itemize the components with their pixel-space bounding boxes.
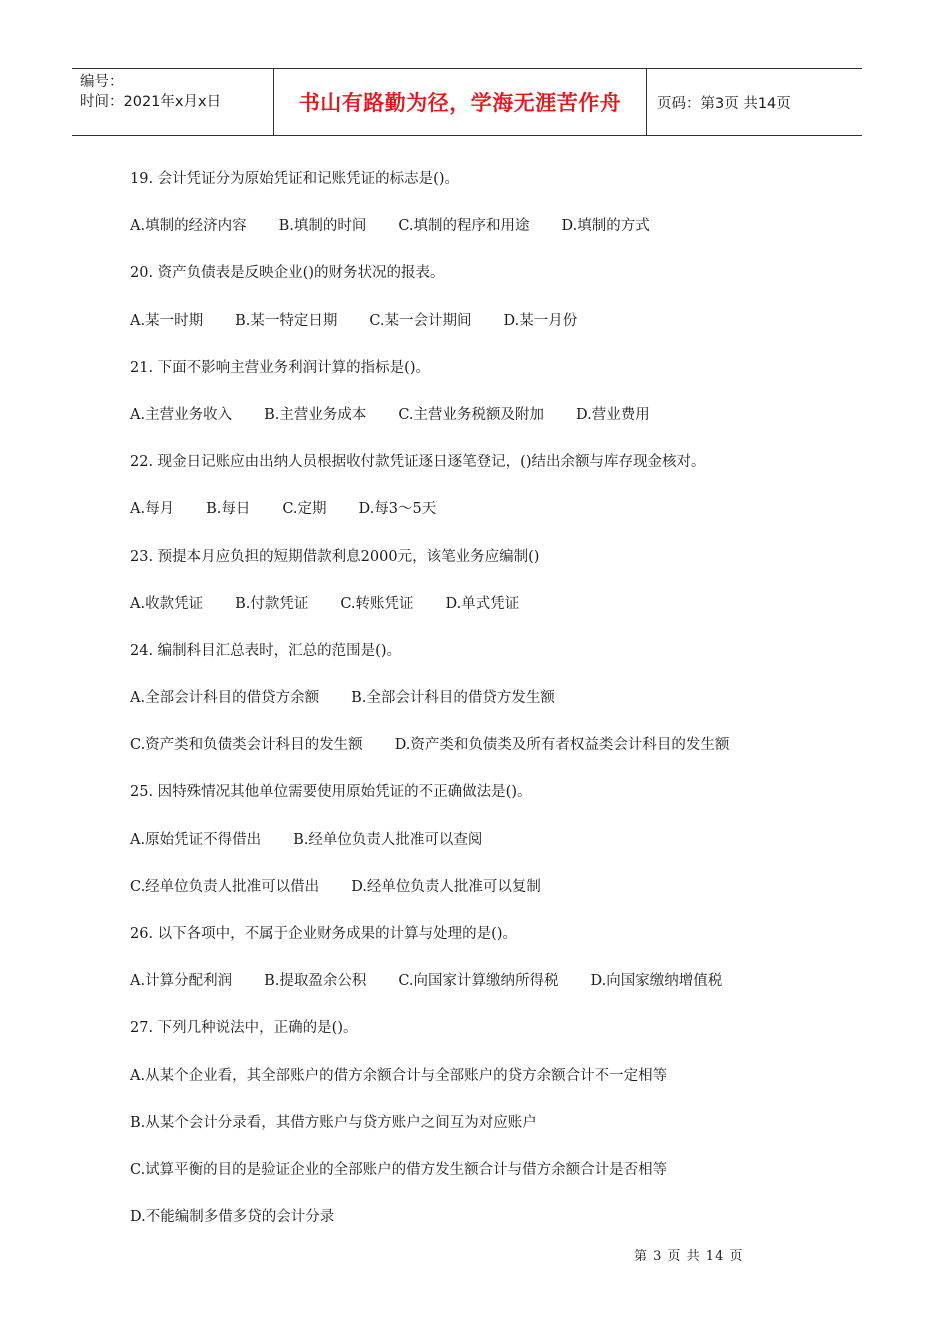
answer-options-line <box>130 400 850 447</box>
document-time-label: 时间：2021年x月x日 <box>80 94 222 110</box>
question-line <box>130 636 850 683</box>
question-text: 23. 预提本月应负担的短期借款利息2000元，该笔业务应编制() <box>130 548 540 565</box>
answer-option: B.提取盈余公积 <box>264 973 367 990</box>
answer-options-line <box>130 1061 850 1108</box>
answer-options-line <box>130 1202 850 1249</box>
answer-option: D.某一月份 <box>503 312 578 329</box>
answer-option: A.填制的经济内容 <box>130 218 247 235</box>
answer-option: A.收款凭证 <box>130 595 204 612</box>
answer-option: A.每月 <box>130 501 175 518</box>
answer-option: B.全部会计科目的借贷方发生额 <box>351 690 555 707</box>
answer-option: D.不能编制多借多贷的会计分录 <box>130 1209 335 1226</box>
answer-option: B.每日 <box>206 501 251 518</box>
header-motto-cell <box>273 69 647 135</box>
question-text: 25. 因特殊情况其他单位需要使用原始凭证的不正确做法是()。 <box>130 784 532 801</box>
page-header <box>72 68 862 136</box>
answer-option: D.资产类和负债类及所有者权益类会计科目的发生额 <box>394 737 730 754</box>
question-line <box>130 1013 850 1060</box>
answer-option: A.计算分配利润 <box>130 973 233 990</box>
answer-option: C.定期 <box>282 501 327 518</box>
answer-option: B.某一特定日期 <box>235 312 338 329</box>
answer-option: B.填制的时间 <box>278 218 367 235</box>
answer-options-line <box>130 494 850 541</box>
answer-option: A.某一时期 <box>130 312 204 329</box>
question-text: 19. 会计凭证分为原始凭证和记账凭证的标志是()。 <box>130 171 459 187</box>
document-number-label: 编号： <box>80 74 124 90</box>
question-line <box>130 542 850 589</box>
answer-option: D.向国家缴纳增值税 <box>590 973 723 990</box>
answer-option: A.全部会计科目的借贷方余额 <box>130 690 320 707</box>
answer-options-line <box>130 966 850 1013</box>
header-meta <box>72 69 273 135</box>
question-text: 21. 下面不影响主营业务利润计算的指标是()。 <box>130 359 430 376</box>
answer-options-line <box>130 683 850 730</box>
answer-option: A.原始凭证不得借出 <box>130 831 262 848</box>
answer-options-line <box>130 1155 850 1202</box>
answer-option: D.单式凭证 <box>445 595 520 612</box>
answer-options-line <box>130 872 850 919</box>
answer-option: C.填制的程序和用途 <box>398 218 530 235</box>
question-list <box>130 164 850 1249</box>
answer-options-line <box>130 730 850 777</box>
answer-option: A.主营业务收入 <box>130 406 233 423</box>
answer-option: D.营业费用 <box>576 406 650 423</box>
answer-options-line <box>130 1108 850 1155</box>
answer-option: B.付款凭证 <box>235 595 309 612</box>
question-text: 27. 下列几种说法中，正确的是()。 <box>130 1020 358 1037</box>
page-footer: 第 3 页 共 14 页 <box>634 1249 744 1264</box>
question-line <box>130 919 850 966</box>
answer-options-line <box>130 211 850 258</box>
answer-option: C.经单位负责人批准可以借出 <box>130 878 320 895</box>
answer-option: C.资产类和负债类会计科目的发生额 <box>130 737 363 754</box>
question-text: 22. 现金日记账应由出纳人员根据收付款凭证逐日逐笔登记，()结出余额与库存现金核对。 <box>130 454 706 471</box>
answer-option: C.主营业务税额及附加 <box>398 406 545 423</box>
answer-options-line <box>130 306 850 353</box>
header-page-label: 页码：第3页 共14页 <box>657 95 791 112</box>
answer-options-line <box>130 589 850 636</box>
answer-options-line <box>130 825 850 872</box>
question-line <box>130 258 850 305</box>
answer-option: C.转账凭证 <box>340 595 414 612</box>
question-line <box>130 777 850 824</box>
answer-option: B.经单位负责人批准可以查阅 <box>293 831 483 848</box>
question-text: 20. 资产负债表是反映企业()的财务状况的报表。 <box>130 265 445 282</box>
answer-option: C.向国家计算缴纳所得税 <box>398 973 559 990</box>
answer-option: D.经单位负责人批准可以复制 <box>351 878 541 895</box>
answer-option: A.从某个企业看，其全部账户的借方余额合计与全部账户的贷方余额合计不一定相等 <box>130 1067 668 1084</box>
answer-option: D.每3～5天 <box>358 501 437 518</box>
question-line <box>130 164 850 211</box>
answer-option: B.从某个会计分录看，其借方账户与贷方账户之间互为对应账户 <box>130 1114 537 1131</box>
header-page-cell <box>647 69 862 135</box>
question-text: 26. 以下各项中，不属于企业财务成果的计算与处理的是()。 <box>130 926 517 942</box>
answer-option: C.某一会计期间 <box>369 312 472 329</box>
header-motto: 书山有路勤为径，学海无涯苦作舟 <box>298 91 622 115</box>
answer-option: C.试算平衡的目的是验证企业的全部账户的借方发生额合计与借方余额合计是否相等 <box>130 1161 668 1178</box>
question-line <box>130 447 850 494</box>
answer-option: B.主营业务成本 <box>264 406 367 423</box>
answer-option: D.填制的方式 <box>561 218 650 235</box>
question-text: 24. 编制科目汇总表时，汇总的范围是()。 <box>130 642 401 659</box>
question-line <box>130 353 850 400</box>
